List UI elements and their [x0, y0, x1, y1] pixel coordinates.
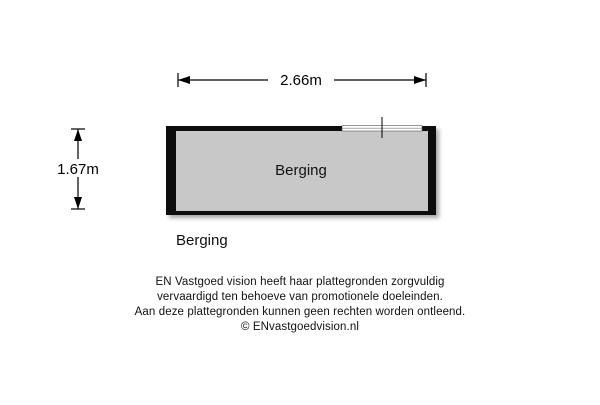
height-dimension: [46, 129, 110, 209]
disclaimer-line-1: EN Vastgoed vision heeft haar plattegronden zorgvuldig: [155, 276, 445, 288]
disclaimer-line-3: Aan deze plattegronden kunnen geen rechten worden ontleend.: [134, 306, 466, 318]
disclaimer: [0, 275, 600, 335]
width-arrowhead-left: [178, 76, 190, 84]
room-berging: [166, 117, 436, 215]
room-label: Berging: [275, 162, 327, 179]
height-arrowhead-top: [74, 129, 82, 141]
width-dimension: [178, 70, 426, 89]
height-arrowhead-bottom: [74, 197, 82, 209]
floor-caption: Berging: [176, 232, 228, 249]
disclaimer-line-2: vervaardigd ten behoeve van promotionele doeleinden.: [157, 291, 443, 303]
disclaimer-line-4: © ENvastgoedvision.nl: [241, 321, 359, 333]
height-label: 1.67m: [57, 161, 99, 178]
width-label: 2.66m: [280, 72, 322, 89]
width-arrowhead-right: [414, 76, 426, 84]
